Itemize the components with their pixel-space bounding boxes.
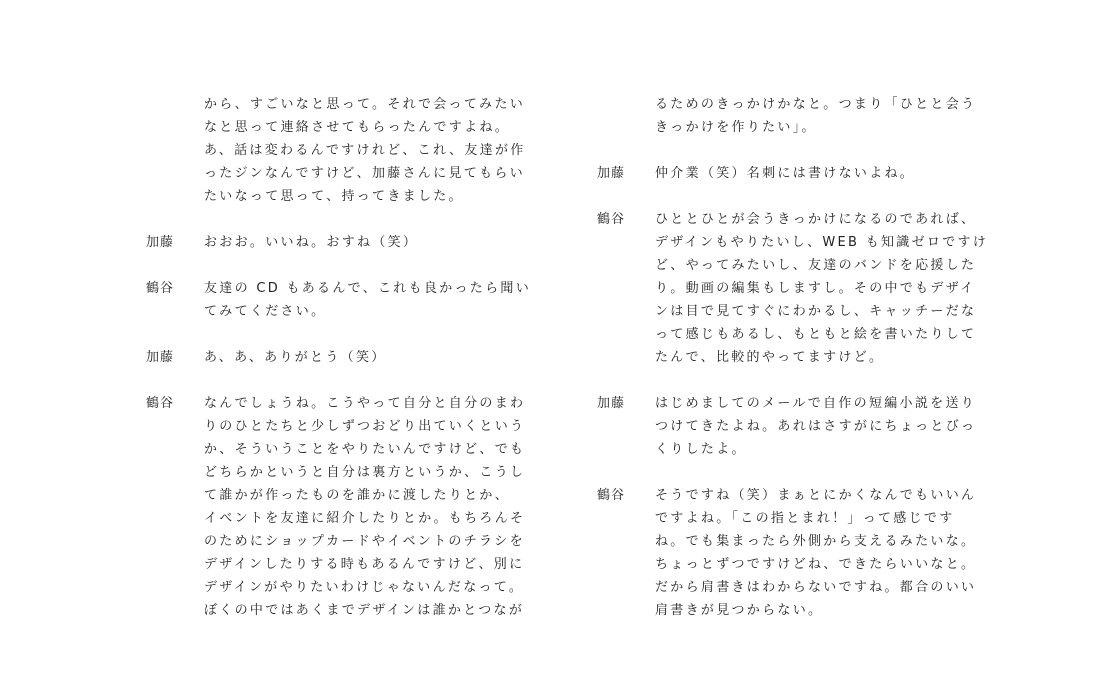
dialogue-entry — [146, 231, 526, 254]
text-line: デザインがやりたいわけじゃないんだなって。 — [204, 580, 525, 595]
left-column — [146, 93, 531, 622]
paragraph-gap — [597, 139, 987, 162]
text-line: のためにショップカードやイベントのチラシを — [204, 534, 525, 549]
text-line: 仲介業（笑）名刺には書けないよね。 — [655, 166, 916, 181]
text-line: か、そういうことをやりたいんですけど、でも — [204, 442, 526, 457]
speaker-name: 加藤 — [146, 350, 175, 365]
text-line: デザインしたりする時もあるんですけど、別に — [204, 557, 525, 572]
text-line: ぼくの中ではあくまでデザインは誰かとつなが — [204, 603, 525, 618]
text-line: て誰かが作ったものを誰かに渡したりとか、 — [204, 488, 511, 503]
text-line: りのひとたちと少しずつおどり出ていくという — [204, 419, 526, 434]
text-line: はじめましてのメールで自作の短編小説を送り — [655, 396, 977, 411]
speaker-name: 加藤 — [597, 166, 626, 181]
text-line: そうですね（笑）まぁとにかくなんでもいいん — [655, 488, 977, 503]
paragraph-gap — [146, 323, 526, 346]
text-line: ンは目で見てすぐにわかるし、キャッチーだな — [655, 304, 977, 319]
dialogue-text — [655, 484, 987, 622]
text-line: ひととひとが会うきっかけになるのであれば、 — [655, 212, 977, 227]
text-line: つけてきたよね。あれはさすがにちょっとびっ — [655, 419, 977, 434]
text-line: って感じもあるし、もともと絵を書いたりして — [655, 327, 977, 342]
text-line: なんでしょうね。こうやって自分と自分のまわ — [204, 396, 526, 411]
dialogue-entry — [146, 392, 526, 622]
text-line: ったジンなんですけど、加藤さんに見てもらい — [204, 166, 525, 181]
paragraph-gap — [146, 208, 526, 231]
dialogue-entry — [146, 93, 526, 208]
dialogue-entry — [146, 346, 526, 369]
dialogue-text — [204, 93, 526, 208]
text-line: り。動画の編集もしますし。その中でもデザイ — [655, 281, 976, 296]
text-line: から、すごいなと思って。それで会ってみたい — [204, 97, 526, 112]
dialogue-text — [204, 392, 526, 622]
dialogue-entry — [597, 392, 987, 461]
paragraph-gap — [597, 369, 987, 392]
dialogue-text — [204, 346, 526, 369]
text-line: 肩書きが見つからない。 — [655, 603, 824, 618]
speaker-name: 加藤 — [597, 396, 626, 411]
text-line: デザインもやりたいし、WEB も知識ゼロですけ — [655, 235, 989, 250]
paragraph-gap — [597, 461, 987, 484]
paragraph-gap — [146, 369, 526, 392]
text-line: てみてください。 — [204, 304, 327, 319]
speaker-name: 鶴谷 — [146, 396, 175, 411]
text-line: ど、やってみたいし、友達のバンドを応援した — [655, 258, 977, 273]
dialogue-text — [655, 392, 987, 461]
text-line: ですよね。「この指とまれ！」って感じです — [655, 511, 955, 526]
text-line: イベントを友達に紹介したりとか。もちろんそ — [204, 511, 526, 526]
speaker-name: 鶴谷 — [146, 281, 175, 296]
text-line: たんで、比較的やってますけど。 — [655, 350, 885, 365]
dialogue-entry — [597, 162, 987, 185]
text-line: どちらかというと自分は裏方というか、こうし — [204, 465, 526, 480]
text-line: あ、あ、ありがとう（笑） — [204, 350, 387, 365]
text-line: あ、話は変わるんですけれど、これ、友達が作 — [204, 143, 526, 158]
dialogue-text — [655, 93, 987, 139]
text-line: ね。でも集まったら外側から支えるみたいな。 — [655, 534, 977, 549]
text-line: くりしたよ。 — [655, 442, 747, 457]
text-line: きっかけを作りたい」。 — [655, 120, 817, 135]
dialogue-text — [204, 277, 531, 323]
text-line: るためのきっかけかなと。つまり「ひとと会う — [655, 97, 977, 112]
text-line: ちょっとずつですけどね、できたらいいなと。 — [655, 557, 977, 572]
speaker-name: 鶴谷 — [597, 488, 626, 503]
paragraph-gap — [146, 254, 526, 277]
speaker-name: 加藤 — [146, 235, 175, 250]
dialogue-entry — [597, 208, 987, 369]
text-line: たいなって思って、持ってきました。 — [204, 189, 464, 204]
paragraph-gap — [597, 185, 987, 208]
speaker-name: 鶴谷 — [597, 212, 626, 227]
dialogue-entry — [597, 484, 987, 622]
dialogue-text — [655, 162, 987, 185]
text-line: だから肩書きはわからないですね。都合のいい — [655, 580, 977, 595]
text-line: おおお。いいね。おすね（笑） — [204, 235, 419, 250]
text-line: なと思って連絡させてもらったんですよね。 — [204, 120, 511, 135]
right-column — [597, 93, 987, 622]
text-line: 友達の CD もあるんで、これも良かったら聞い — [204, 281, 531, 296]
dialogue-text — [204, 231, 526, 254]
dialogue-entry — [146, 277, 531, 323]
dialogue-text — [655, 208, 987, 369]
dialogue-entry — [597, 93, 987, 139]
